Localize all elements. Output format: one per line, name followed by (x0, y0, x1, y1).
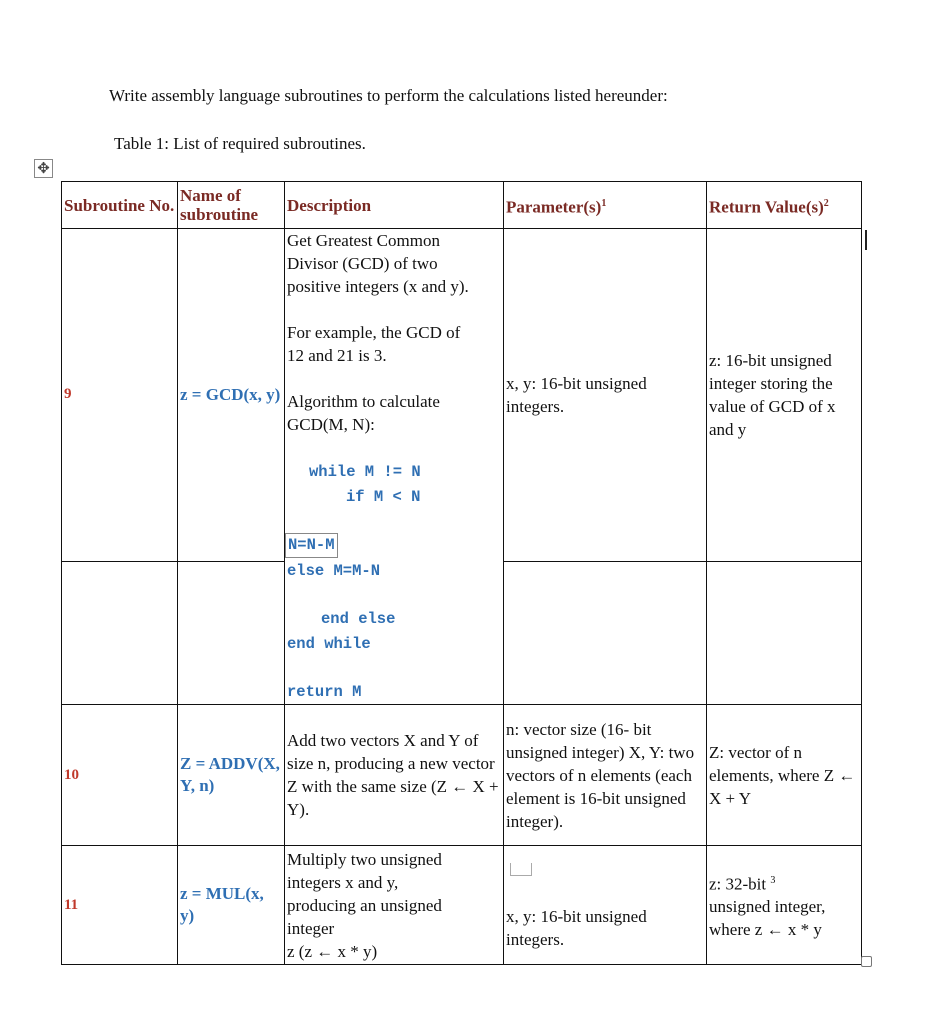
description-cell: Add two vectors X and Y of size n, producing a new vector Z with the same size (Z ← X + Y). (285, 705, 504, 846)
table-resize-handle[interactable] (861, 956, 872, 967)
table-header-row (62, 182, 862, 229)
empty-cell (178, 561, 285, 704)
desc-line: Algorithm to calculate (287, 392, 440, 411)
subroutine-name: z = GCD(x, y) (178, 229, 285, 562)
return-cell: Z: vector of n elements, where Z ← X + Y (707, 705, 862, 846)
header-description: Description (285, 182, 504, 229)
code-end-else: end else (321, 610, 396, 628)
parameters-cell: x, y: 16-bit unsigned integers. (504, 229, 707, 562)
empty-cell (62, 561, 178, 704)
row-number: 10 (62, 705, 178, 846)
code-if: if M < N (346, 488, 421, 506)
header-name: Name of subroutine (178, 182, 285, 229)
description-cell (285, 846, 504, 965)
empty-cell (707, 561, 862, 704)
footnote-2: 2 (823, 197, 829, 209)
header-parameters-label: Parameter(s) (506, 197, 602, 217)
empty-cell (504, 561, 707, 704)
return-text-a: z: 32-bit (709, 874, 767, 894)
code-while: while M != N (309, 463, 421, 481)
header-return-values (707, 182, 862, 229)
table-row (62, 229, 862, 562)
return-text-b: unsigned integer, where z ← x * y (709, 897, 826, 940)
parameters-cell: n: vector size (16- bit unsigned integer) X, Y: two vectors of n elements (each element is 16-bit unsigned integer). (504, 705, 707, 846)
header-parameters (504, 182, 707, 229)
table-row (62, 705, 862, 846)
table-row (62, 846, 862, 965)
footnote-3: 3 (770, 874, 776, 886)
desc-line: 12 and 21 is 3. (287, 346, 387, 365)
subroutine-name: Z = ADDV(X, Y, n) (178, 705, 285, 846)
inline-object-placeholder[interactable] (510, 863, 532, 876)
code-n-assign: N=N-M (285, 533, 338, 558)
table-caption: Table 1: List of required subroutines. (114, 134, 366, 153)
row-number: 11 (62, 846, 178, 965)
desc-line: producing an unsigned (287, 895, 442, 915)
code-end-while: end while (287, 635, 371, 653)
desc-line: positive integers (x and y). (287, 277, 469, 296)
instruction-text: Write assembly language subroutines to perform the calculations listed hereunder: (109, 86, 668, 105)
header-subroutine-no: Subroutine No. (62, 182, 178, 229)
desc-line: integers x and y, (287, 872, 399, 892)
desc-line: GCD(M, N): (287, 415, 375, 434)
desc-line: For example, the GCD of (287, 323, 461, 342)
desc-line: z (z ← x * y) (287, 941, 378, 961)
description-cell (285, 229, 504, 705)
footnote-1: 1 (601, 197, 607, 209)
header-return-label: Return Value(s) (709, 197, 824, 217)
desc-line: Divisor (GCD) of two (287, 254, 438, 273)
code-return: return M (287, 683, 362, 701)
subroutines-table (61, 181, 862, 965)
return-cell: z: 16-bit unsigned integer storing the value of GCD of x and y (707, 229, 862, 562)
code-else: else M=M-N (287, 562, 381, 580)
desc-line: Get Greatest Common (287, 231, 440, 250)
table-move-handle-icon[interactable]: ✥ (34, 159, 53, 178)
parameters-cell (504, 846, 707, 965)
row-number: 9 (62, 229, 178, 562)
subroutine-name: z = MUL(x, y) (178, 846, 285, 965)
return-cell (707, 846, 862, 965)
desc-line: integer (287, 918, 335, 938)
parameters-text: x, y: 16-bit unsigned integers. (506, 907, 647, 949)
text-cursor (865, 230, 867, 250)
desc-line: Multiply two unsigned (287, 849, 442, 869)
